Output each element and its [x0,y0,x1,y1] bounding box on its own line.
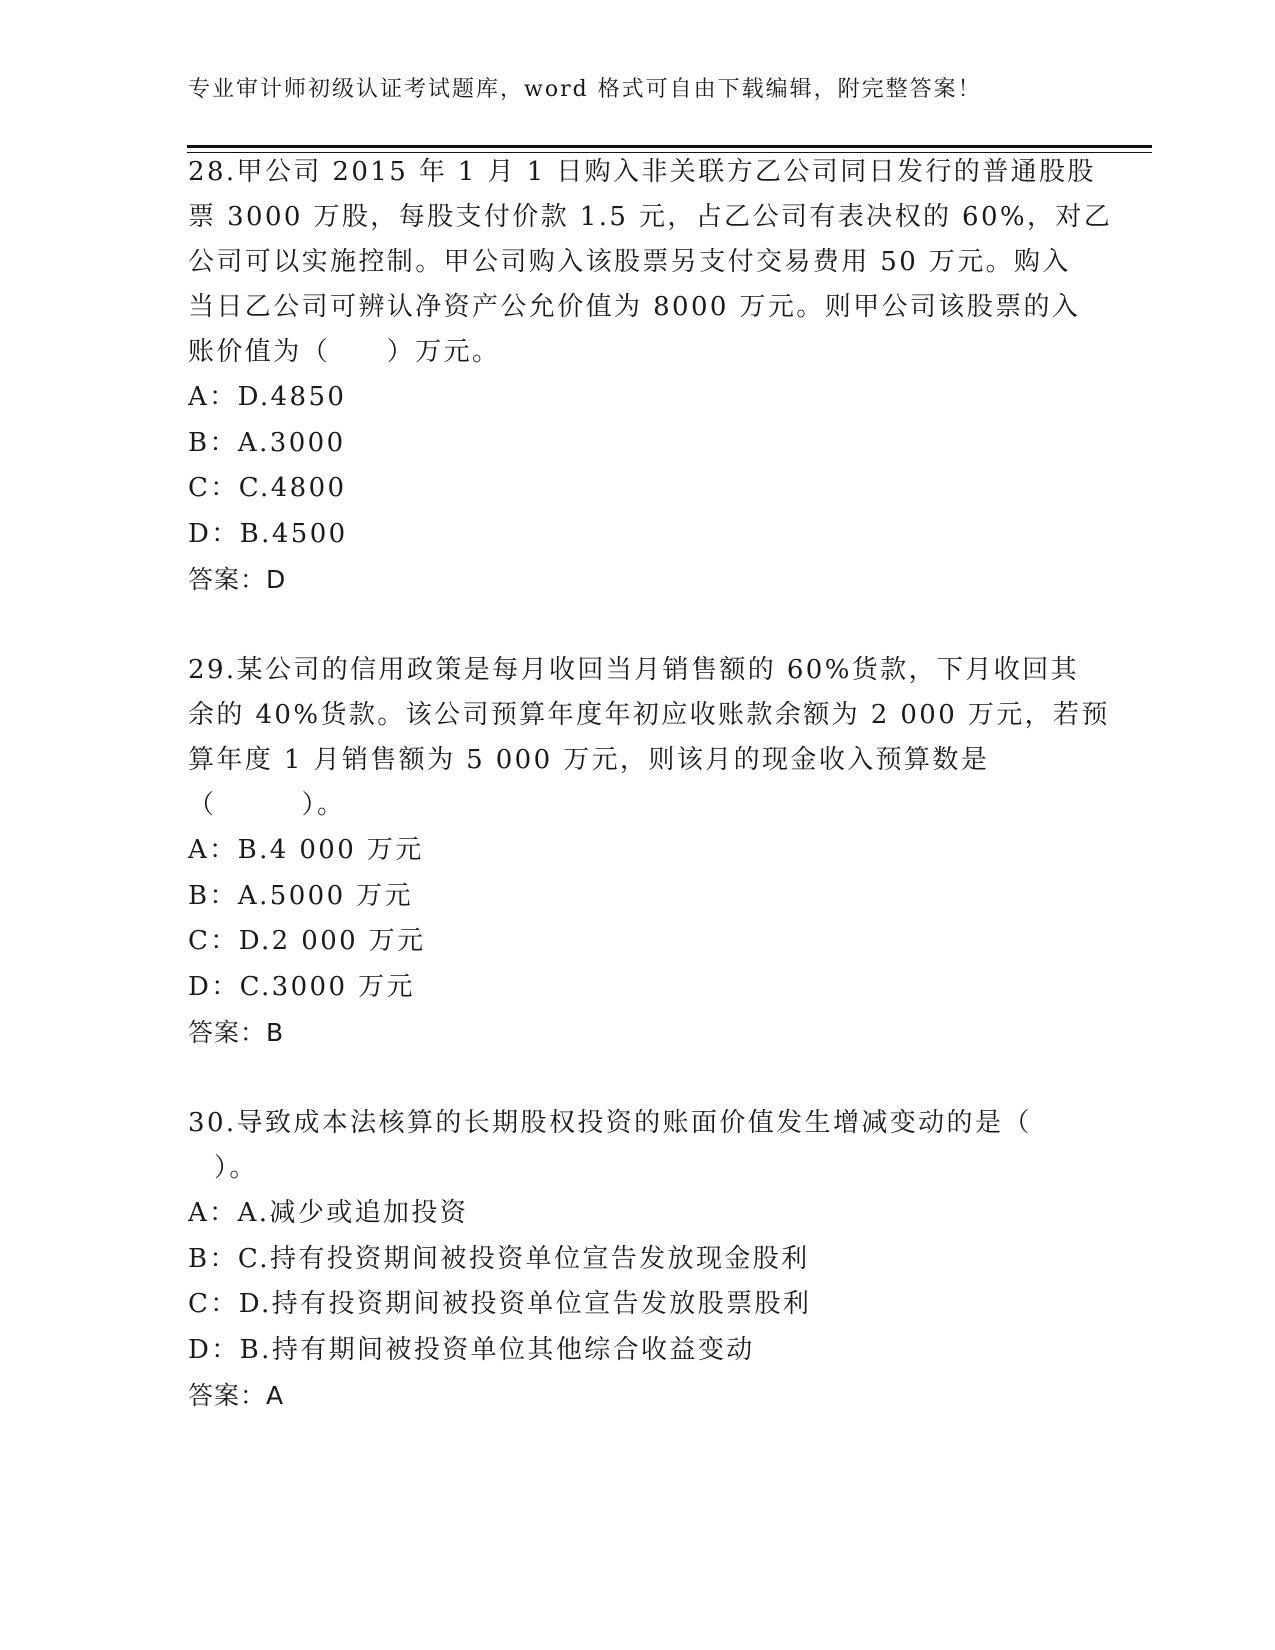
option-d: D：B.4500 [188,518,348,549]
page-header: 专业审计师初级认证考试题库，word 格式可自由下载编辑，附完整答案！ [188,77,982,102]
question-stem-line: 30.导致成本法核算的长期股权投资的账面价值发生增减变动的是（ [188,1108,1032,1138]
question-28 [188,150,1113,602]
question-stem-line: 29.某公司的信用政策是每月收回当月销售额的 60%货款，下月收回其 [188,655,1080,685]
option-b: B：A.3000 [188,427,346,458]
answer-label: 答案：A [188,1381,285,1410]
option-a: A：D.4850 [188,382,347,412]
option-a: A：B.4 000 万元 [188,835,424,865]
answer-label: 答案：D [188,565,287,594]
option-c: C：D.持有投资期间被投资单位宣告发放股票股利 [188,1289,812,1319]
option-b: B：A.5000 万元 [188,880,413,911]
question-stem-line: 余的 40%货款。该公司预算年度年初应收账款余额为 2 000 万元，若预 [188,700,1110,730]
option-c: C：D.2 000 万元 [188,926,426,956]
option-c: C：C.4800 [188,473,347,503]
question-stem-line: 票 3000 万股，每股支付价款 1.5 元，占乙公司有表决权的 60%，对乙 [188,202,1113,232]
question-stem-line: 算年度 1 月销售额为 5 000 万元，则该月的现金收入预算数是 [188,745,990,775]
question-stem-line: （ ）。 [188,790,346,820]
option-b: B：C.持有投资期间被投资单位宣告发放现金股利 [188,1243,810,1274]
question-stem-line: 28.甲公司 2015 年 1 月 1 日购入非关联方乙公司同日发行的普通股股 [188,157,1096,187]
option-d: D：B.持有期间被投资单位其他综合收益变动 [188,1334,755,1365]
question-stem-line: 当日乙公司可辨认净资产公允价值为 8000 万元。则甲公司该股票的入 [188,292,1081,322]
question-30 [188,1101,1088,1418]
question-stem-line: 公司可以实施控制。甲公司购入该股票另支付交易费用 50 万元。购入 [188,247,1071,277]
question-29 [188,648,1110,1055]
question-stem-line: ）。 [214,1153,258,1183]
option-a: A：A.减少或追加投资 [188,1198,469,1228]
question-stem-line: 账价值为（ ）万元。 [188,337,501,367]
answer-label: 答案：B [188,1018,285,1047]
option-d: D：C.3000 万元 [188,971,415,1002]
header-rule-thick [187,145,1152,148]
